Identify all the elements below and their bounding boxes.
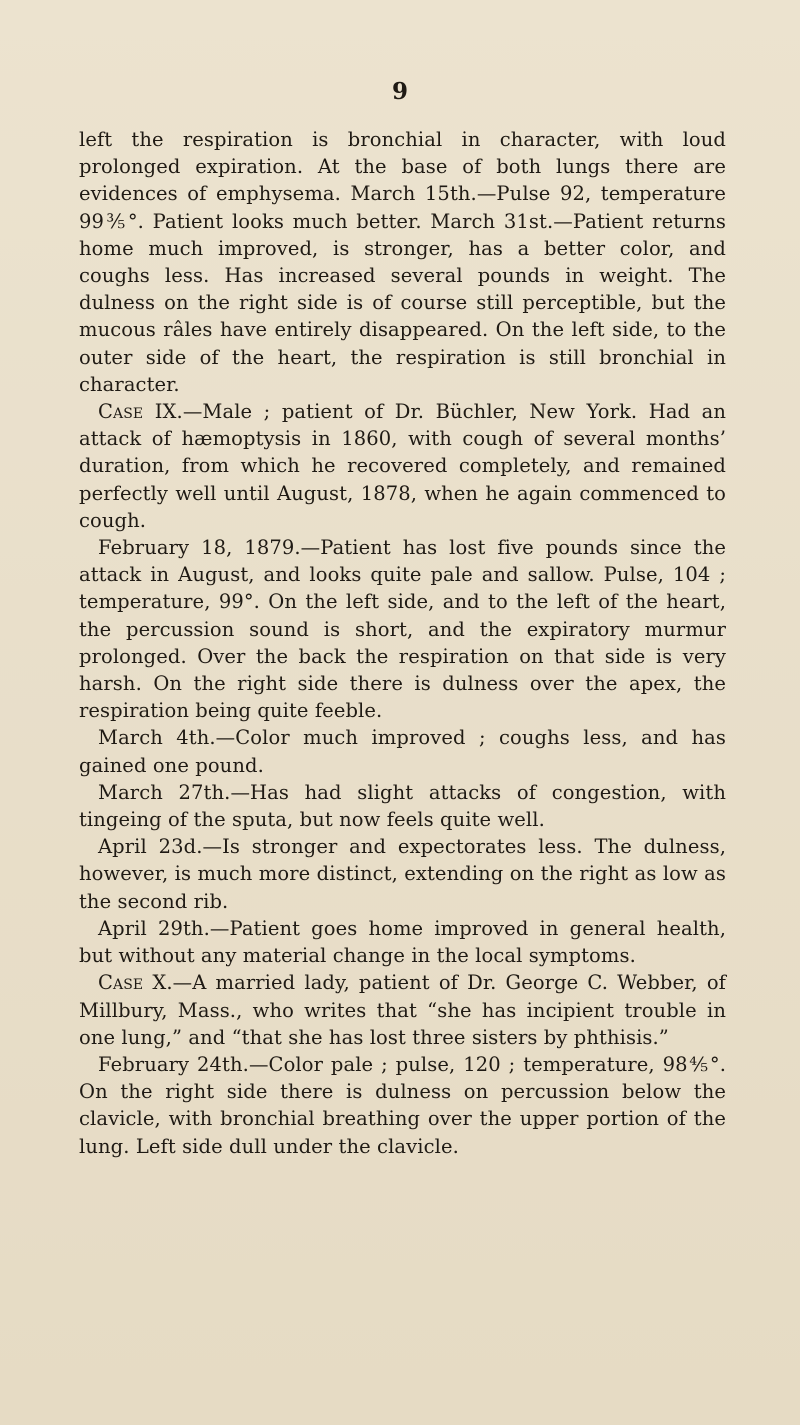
paragraph-text: —Male ; patient of Dr. Büchler, New York. Had an attack of hæmoptysis in 1860, with cough of several months’ duration, from which he recovered completely, and remained perfectly well until August, 1878, when he again commenced to cough. bbox=[79, 400, 726, 532]
paragraph-text: —A married lady, patient of Dr. George C. Webber, of Millbury, Mass., who writes that “she has incipient trouble in one lung,” and “that she has lost three sisters by phthisis.” bbox=[79, 971, 726, 1049]
paragraph-case-x-intro bbox=[79, 969, 726, 1051]
paragraph-case-viii-continued: left the respiration is bronchial in character, with loud prolonged expiration. At the base of both lungs there are evidences of emphysema. March 15th.—Pulse 92, temperature 99⅗°. Patient looks much better. March 31st.—Patient returns home much improved, is stronger, has a better color, and coughs less. Has increased several pounds in weight. The dulness on the right side is of course still perceptible, but the mucous râles have entirely disappeared. On the left side, to the outer side of the heart, the respiration is still bronchial in character. bbox=[79, 128, 726, 396]
page-number: 9 bbox=[391, 78, 408, 105]
paragraph-case-ix-intro bbox=[79, 398, 726, 534]
paragraph-march-27: March 27th.—Has had slight attacks of congestion, with tingeing of the sputa, but now feels quite well. bbox=[79, 780, 726, 832]
paragraph-april-29: April 29th.—Patient goes home improved in general health, but without any material change in the local symptoms. bbox=[79, 916, 726, 968]
paragraph-february-24: February 24th.—Color pale ; pulse, 120 ; temperature, 98⅘°. On the right side there is dulness on percussion below the clavicle, with bronchial breathing over the upper portion of the lung. Left side dull under the clavicle. bbox=[79, 1052, 726, 1158]
paragraph-february-18: February 18, 1879.—Patient has lost five pounds since the attack in August, and looks quite pale and sallow. Pulse, 104 ; temperature, 99°. On the left side, and to the left of the heart, the percussion sound is short, and the expiratory murmur prolonged. Over the back the respiration on that side is very harsh. On the right side there is dulness over the apex, the respiration being quite feeble. bbox=[79, 536, 726, 723]
body-text bbox=[79, 126, 726, 1160]
paragraph-april-23: April 23d.—Is stronger and expectorates less. The dulness, however, is much more distinct, extending on the right as low as the second rib. bbox=[79, 835, 726, 913]
case-heading: Case X. bbox=[98, 971, 173, 995]
paragraph-march-4: March 4th.—Color much improved ; coughs less, and has gained one pound. bbox=[79, 726, 726, 777]
case-heading: Case IX. bbox=[98, 400, 183, 424]
